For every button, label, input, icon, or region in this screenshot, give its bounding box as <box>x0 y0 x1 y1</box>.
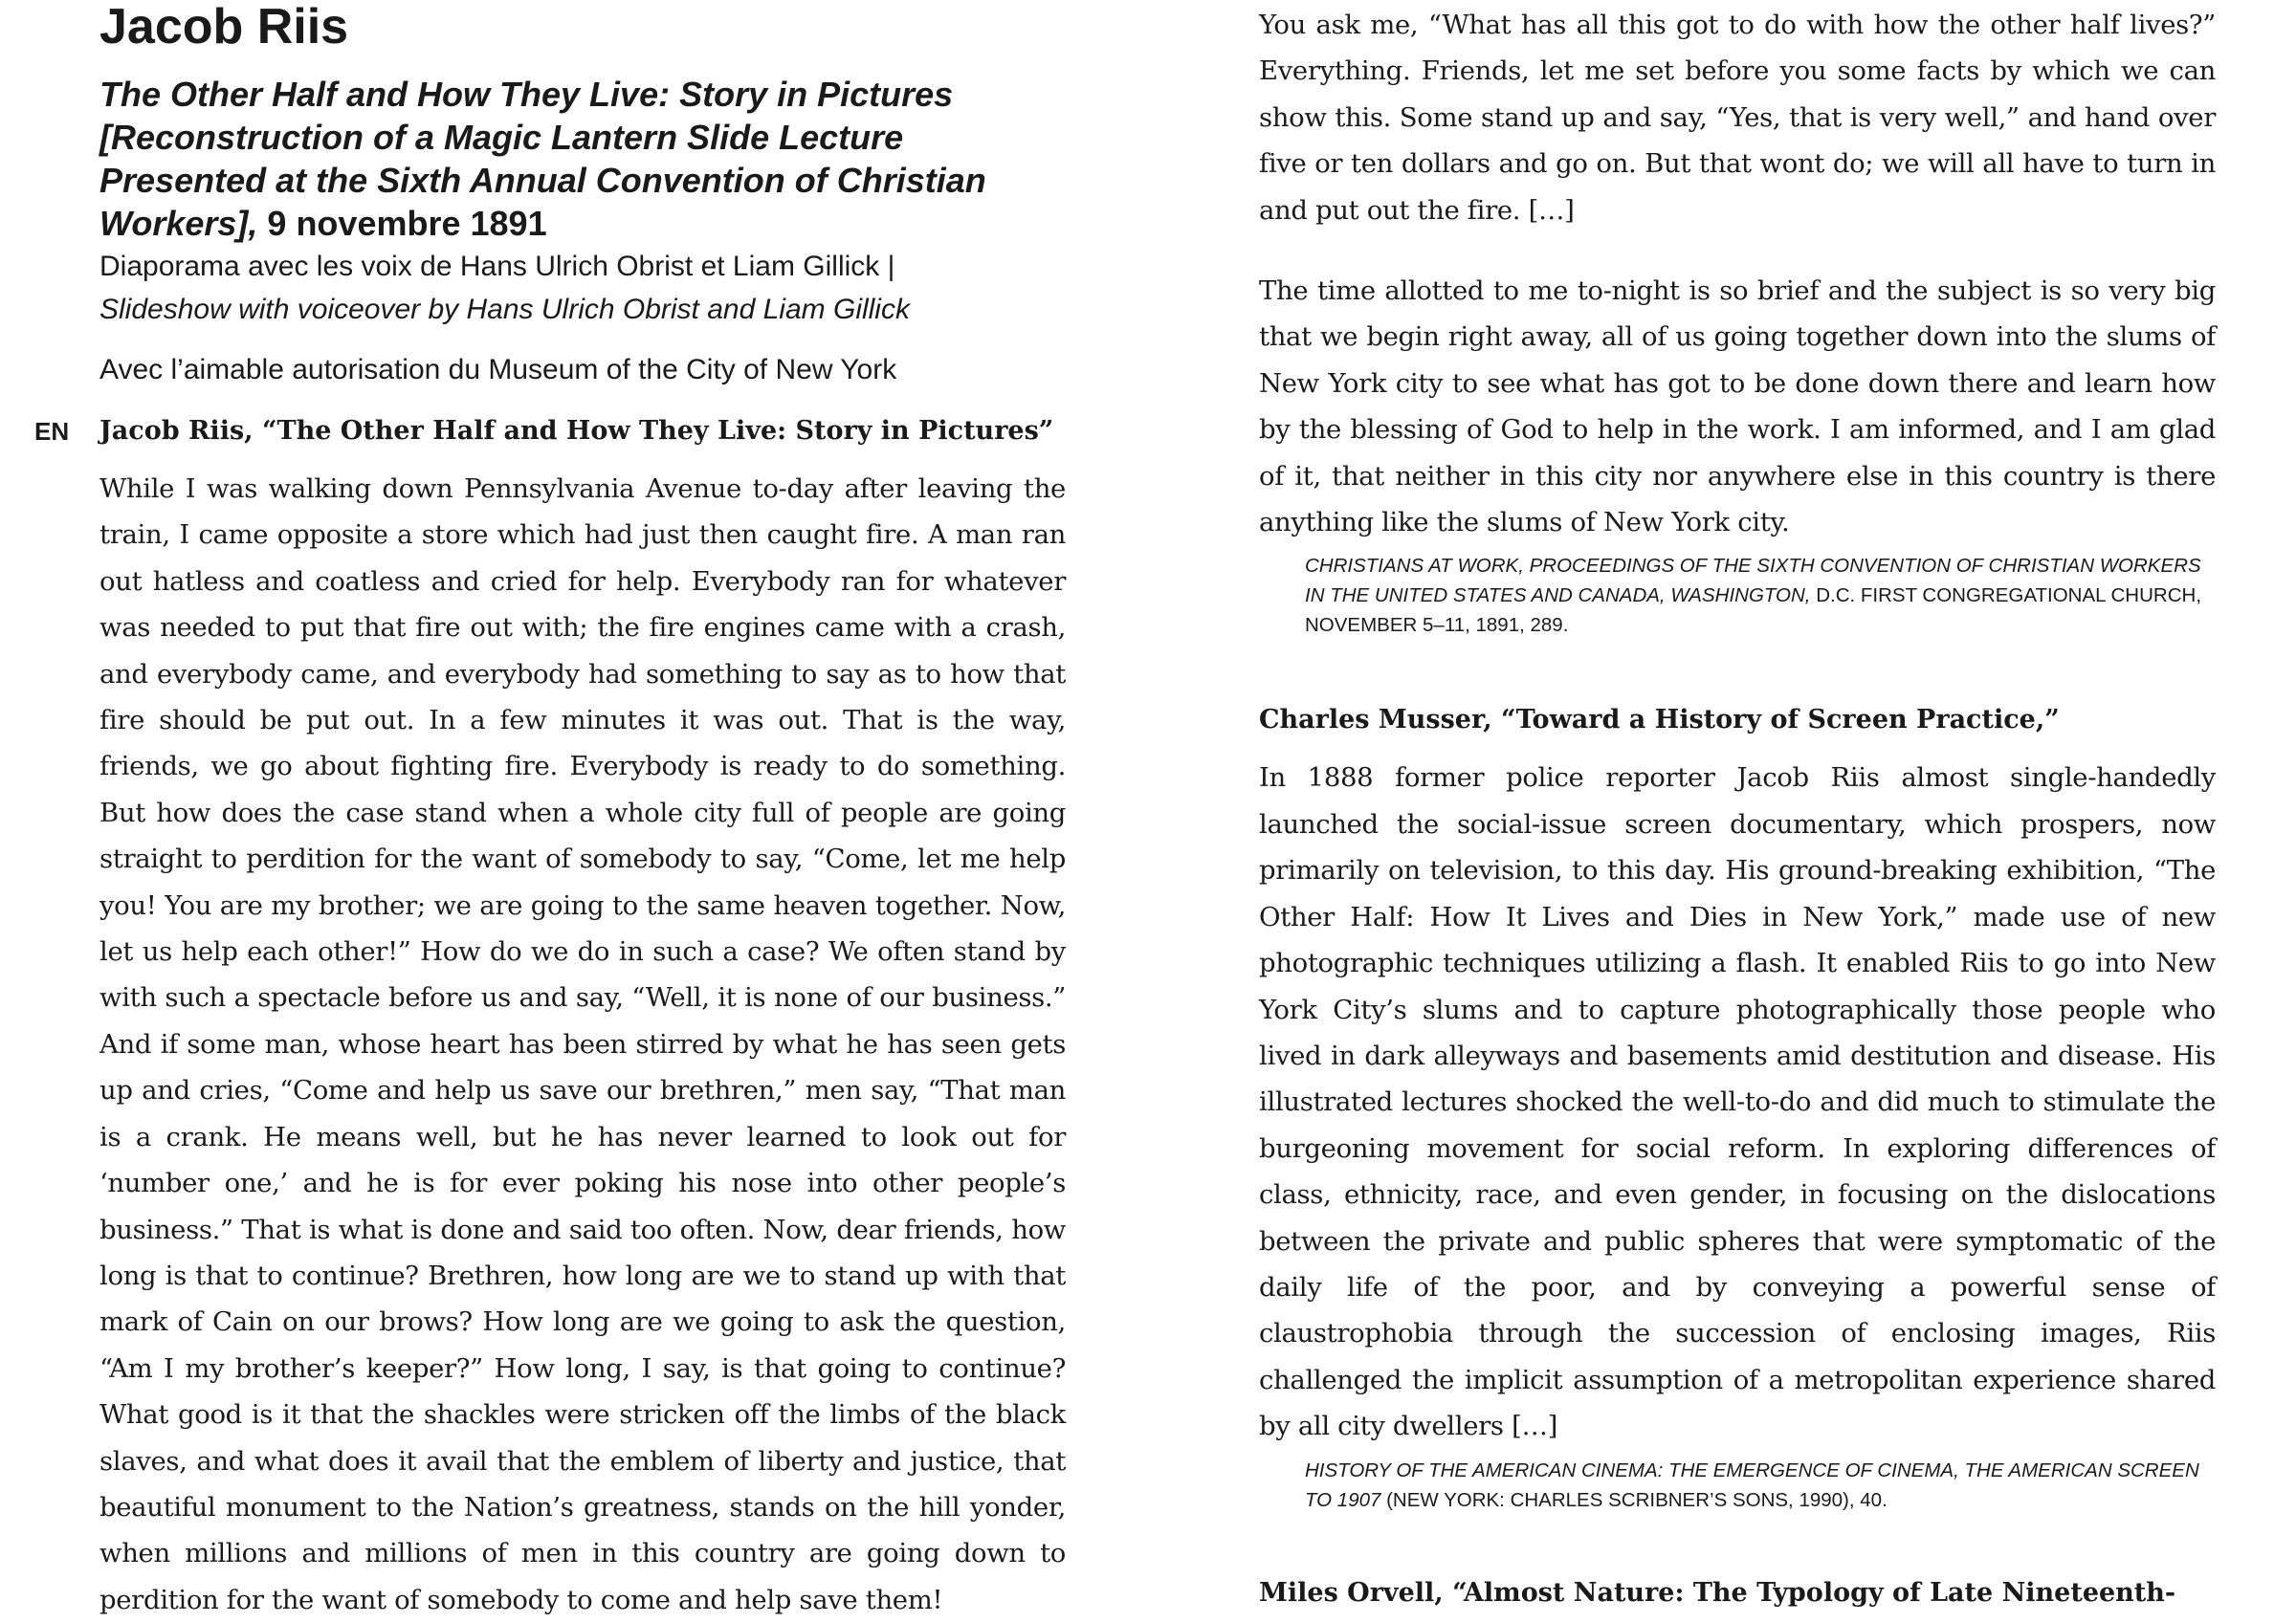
heading-musser: Charles Musser, “Toward a History of Screen Practice,” <box>1259 705 2060 735</box>
language-tag: EN <box>34 417 70 446</box>
citation-title: CHRISTIANS AT WORK, PROCEEDINGS OF THE SIXTH CONVENTION OF CHRISTIAN WORKERS IN THE UNITED STATES AND CANADA, WASHINGTON, <box>1305 555 2201 607</box>
work-title <box>99 73 1066 245</box>
citation-details: D.C. FIRST CONGREGATIONAL CHURCH, NOVEMBER 5–11, 1891, 289. <box>1305 584 2202 637</box>
courtesy-line: Avec l’aimable autorisation du Museum of the City of New York <box>99 354 897 385</box>
work-date: 9 novembre 1891 <box>267 204 547 243</box>
citation-christians-at-work <box>1305 551 2216 640</box>
credit-english: Slideshow with voiceover by Hans Ulrich Obrist and Liam Gillick <box>99 294 910 325</box>
heading-orvell: Miles Orvell, “Almost Nature: The Typology of Late Nineteenth- <box>1259 1577 2176 1608</box>
citation-history-american-cinema <box>1305 1456 2216 1515</box>
credit-french: Diaporama avec les voix de Hans Ulrich Obrist et Liam Gillick | <box>99 251 895 282</box>
right-column <box>1259 0 2216 1616</box>
quote-continued-paragraph: You ask me, “What has all this got to do with how the other half lives?” Everything. Friends, let me set before you some facts by which we can show this. Some stand up and say, “Yes, that is very well,” and hand over five or ten dollars and go on. But that wont do; we will all have to turn in and put out the fire. […] <box>1259 10 2216 226</box>
credit-line <box>99 245 1066 331</box>
left-column <box>34 0 1066 1623</box>
work-title-text: The Other Half and How They Live: Story in Pictures [Reconstruction of a Magic Lantern Slide Lecture Presented at the Sixth Annual Convention of Christian Workers], <box>99 75 986 243</box>
quote-paragraph: While I was walking down Pennsylvania Avenue to-day after leaving the train, I came opposite a store which had just then caught fire. A man ran out hatless and coatless and cried for help. Everybody ran for whatever was needed to put that fire out with; the fire engines came with a crash, and everybody came, and everybody had something to say as to how that fire should be put out. In a few minutes it was out. That is the way, friends, we go about fighting fire. Everybody is ready to do something. But how does the case stand when a whole city full of people are going straight to perdition for the want of somebody to say, “Come, let me help you! You are my brother; we are going to the same heaven together. Now, let us help each other!” How do we do in such a case? We often stand by with such a spectacle before us and say, “Well, it is none of our business.” And if some man, whose heart has been stirred by what he has seen gets up and cries, “Come and help us save our brethren,” men say, “That man is a crank. He means well, but he has never learned to look out for ‘number one,’ and he is for ever poking his nose into other people’s business.” That is what is done and said too often. Now, dear friends, how long is that to continue? Brethren, how long are we to stand up with that mark of Cain on our brows? How long are we going to ask the question, “Am I my brother’s keeper?” How long, I say, is that going to continue? What good is it that the shackles were stricken off the limbs of the black slaves, and what does it avail that the emblem of liberty and justice, that beautiful monument to the Nation’s greatness, stands on the hill yonder, when millions and millions of men in this country are going down to perdition for the want of somebody to come and help save them! <box>99 473 1066 1615</box>
citation-details: (NEW YORK: CHARLES SCRIBNER’S SONS, 1990), 40. <box>1380 1488 1888 1511</box>
musser-paragraph: In 1888 former police reporter Jacob Riis almost single-handedly launched the social-issue screen documentary, which prospers, now primarily on television, to this day. His ground-breaking exhibition, “The Other Half: How It Lives and Dies in New York,” made use of new photographic techniques utilizing a flash. It enabled Riis to go into New York City’s slums and to capture photographically those people who lived in dark alleyways and basements amid destitution and disease. His illustrated lectures shocked the well-to-do and did much to stimulate the burgeoning movement for social reform. In exploring differences of class, ethnicity, race, and even gender, in focusing on the dislocations between the private and public spheres that were symptomatic of the daily life of the poor, and by conveying a powerful sense of claustrophobia through the succession of enclosing images, Riis challenged the implicit assumption of a metropolitan experience shared by all city dwellers […] <box>1259 762 2216 1442</box>
source-heading-row <box>34 408 1066 454</box>
quote-closing-paragraph: The time allotted to me to-night is so brief and the subject is so very big that we begin right away, all of us going together down into the slums of New York city to see what has got to be done down there and learn how by the blessing of God to help in the work. I am informed, and I am glad of it, that neither in this city nor anywhere else in this country is there anything like the slums of New York city. <box>1259 275 2216 538</box>
artist-name: Jacob Riis <box>99 0 349 55</box>
source-heading: Jacob Riis, “The Other Half and How They Live: Story in Pictures” <box>99 416 1054 446</box>
citation-title: HISTORY OF THE AMERICAN CINEMA: THE EMERGENCE OF CINEMA, THE AMERICAN SCREEN TO 1907 <box>1305 1459 2199 1511</box>
